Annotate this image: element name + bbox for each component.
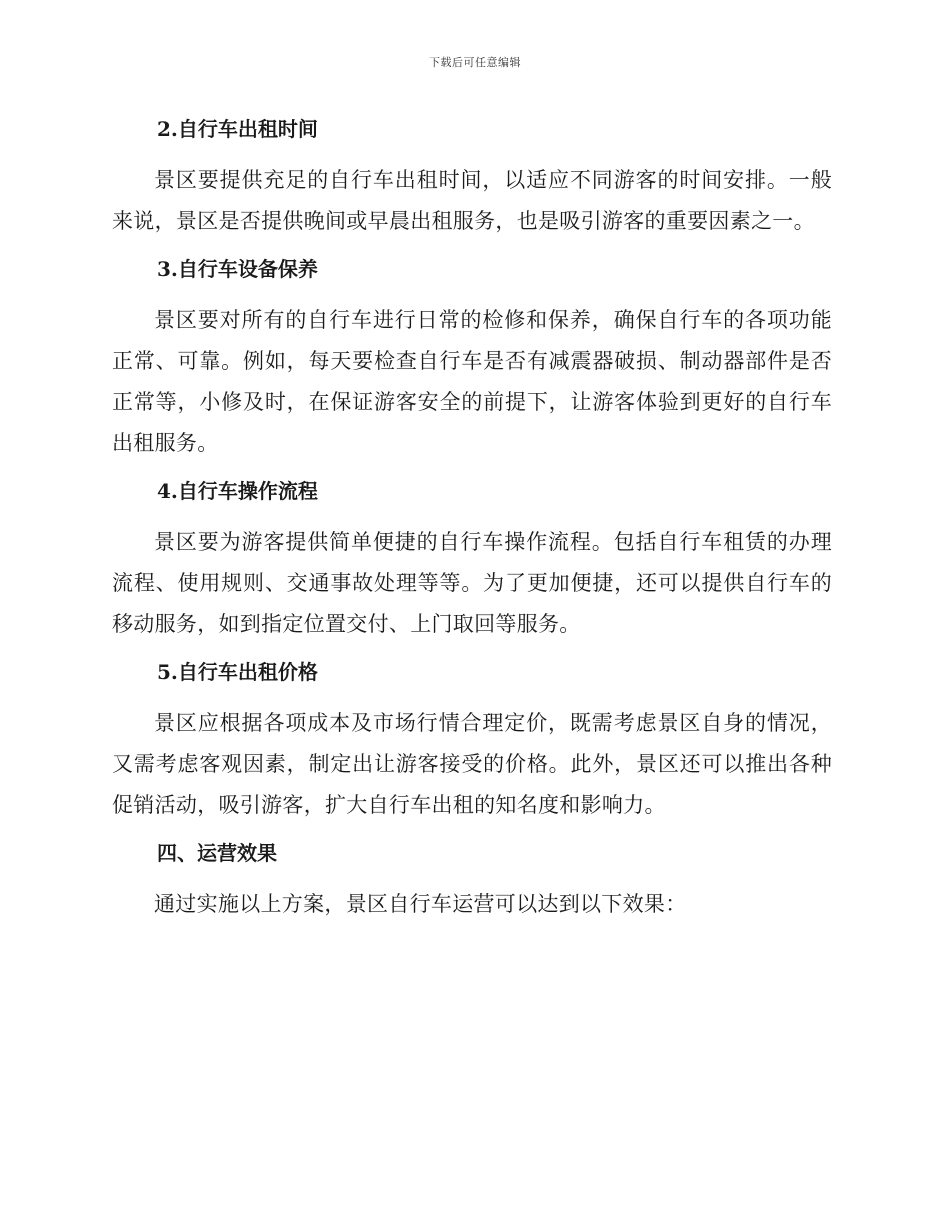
section-heading: 2.自行车出租时间 (157, 117, 318, 141)
section-operation-results (112, 836, 832, 925)
section-heading: 5.自行车出租价格 (157, 660, 318, 684)
section-paragraph: 景区要为游客提供简单便捷的自行车操作流程。包括自行车租赁的办理流程、使用规则、交通事故处理等等。为了更加便捷，还可以提供自行车的移动服务，如到指定位置交付、上门取回等服务。 (112, 530, 832, 636)
document-body (112, 112, 832, 935)
section-paragraph: 景区应根据各项成本及市场行情合理定价，既需考虑景区自身的情况，又需考虑客观因素，制定出让游客接受的价格。此外，景区还可以推出各种促销活动，吸引游客，扩大自行车出租的知名度和影响力。 (112, 711, 832, 817)
section-heading: 四、运营效果 (157, 841, 277, 865)
section-rental-price (112, 655, 832, 826)
section-paragraph: 通过实施以上方案，景区自行车运营可以达到以下效果： (154, 892, 687, 916)
section-bike-rental-hours (112, 112, 832, 242)
section-heading: 4.自行车操作流程 (157, 479, 318, 503)
section-operation-process (112, 474, 832, 645)
section-equipment-maintenance (112, 252, 832, 464)
header-note: 下载后可任意编辑 (429, 56, 521, 69)
section-paragraph: 景区要提供充足的自行车出租时间，以适应不同游客的时间安排。一般来说，景区是否提供晚间或早晨出租服务，也是吸引游客的重要因素之一。 (112, 168, 832, 233)
section-heading: 3.自行车设备保养 (157, 257, 318, 281)
section-paragraph: 景区要对所有的自行车进行日常的检修和保养，确保自行车的各项功能正常、可靠。例如，每天要检查自行车是否有减震器破损、制动器部件是否正常等，小修及时，在保证游客安全的前提下，让游客体验到更好的自行车出租服务。 (112, 308, 832, 455)
